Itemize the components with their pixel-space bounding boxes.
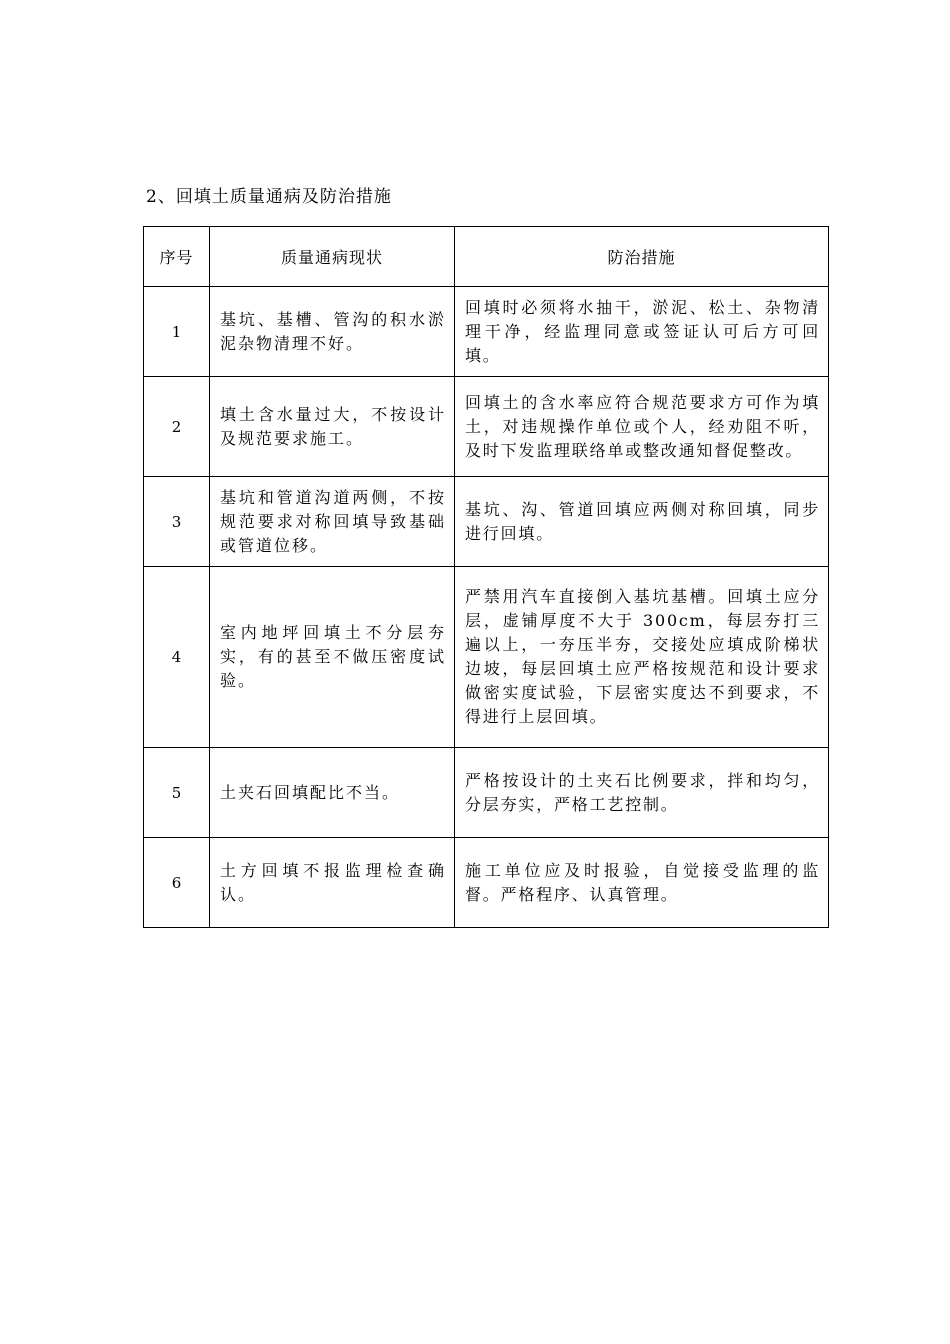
- row-number: 2: [144, 377, 210, 477]
- header-measure: 防治措施: [455, 227, 829, 287]
- row-symptom: 土方回填不报监理检查确认。: [210, 838, 455, 928]
- row-measure: 回填土的含水率应符合规范要求方可作为填土，对违规操作单位或个人，经劝阻不听，及时下发监理联络单或整改通知督促整改。: [455, 377, 829, 477]
- row-measure: 回填时必须将水抽干，淤泥、松土、杂物清理干净，经监理同意或签证认可后方可回填。: [455, 287, 829, 377]
- row-number: 4: [144, 567, 210, 748]
- table-row: [144, 377, 829, 477]
- table-row: [144, 838, 829, 928]
- row-measure: 严格按设计的土夹石比例要求，拌和均匀，分层夯实，严格工艺控制。: [455, 748, 829, 838]
- row-symptom: 室内地坪回填土不分层夯实，有的甚至不做压密度试验。: [210, 567, 455, 748]
- row-measure: 基坑、沟、管道回填应两侧对称回填，同步进行回填。: [455, 477, 829, 567]
- row-number: 1: [144, 287, 210, 377]
- row-symptom: 基坑和管道沟道两侧，不按规范要求对称回填导致基础或管道位移。: [210, 477, 455, 567]
- row-number: 5: [144, 748, 210, 838]
- row-symptom: 填土含水量过大，不按设计及规范要求施工。: [210, 377, 455, 477]
- table-row: [144, 477, 829, 567]
- header-symptom: 质量通病现状: [210, 227, 455, 287]
- row-number: 3: [144, 477, 210, 567]
- row-measure: 施工单位应及时报验，自觉接受监理的监督。严格程序、认真管理。: [455, 838, 829, 928]
- section-heading: 2、回填土质量通病及防治措施: [146, 187, 392, 207]
- table-header-row: [144, 227, 829, 287]
- table-row: [144, 748, 829, 838]
- header-no: 序号: [144, 227, 210, 287]
- row-symptom: 土夹石回填配比不当。: [210, 748, 455, 838]
- table-row: [144, 287, 829, 377]
- defects-table: [143, 226, 829, 928]
- row-measure: 严禁用汽车直接倒入基坑基槽。回填土应分层，虚铺厚度不大于 300cm，每层夯打三遍以上，一夯压半夯，交接处应填成阶梯状边坡，每层回填土应严格按规范和设计要求做密实度试验，下层密实度达不到要求，不得进行上层回填。: [455, 567, 829, 748]
- row-number: 6: [144, 838, 210, 928]
- row-symptom: 基坑、基槽、管沟的积水淤泥杂物清理不好。: [210, 287, 455, 377]
- table-row: [144, 567, 829, 748]
